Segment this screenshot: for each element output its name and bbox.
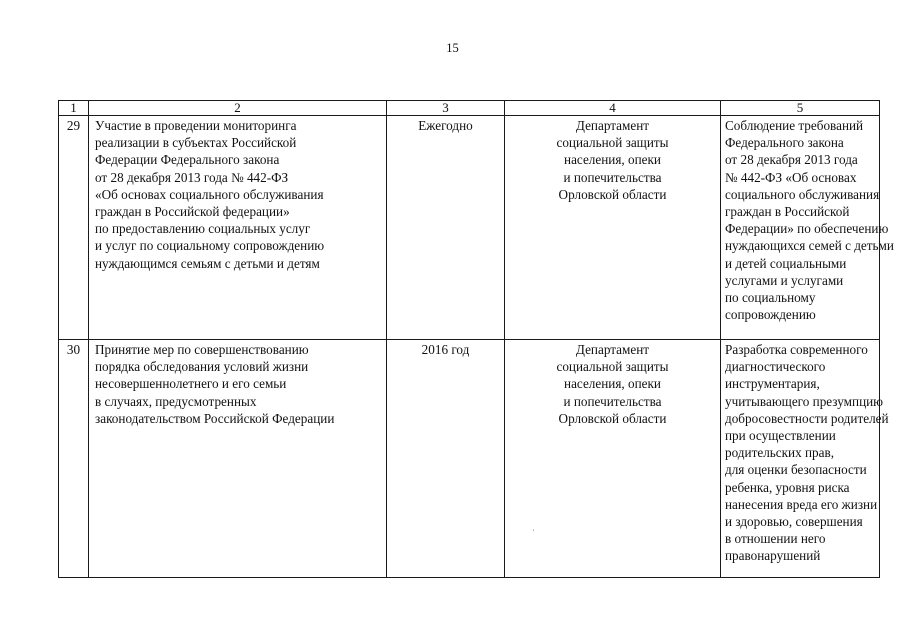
text-line: для оценки безопасности [725, 462, 867, 478]
text-line: Федерального закона [725, 135, 844, 151]
text-line: социальной защиты [556, 359, 669, 375]
text-line: Департамент [575, 118, 650, 133]
expected-result [721, 340, 889, 578]
text-line: родительских прав, [725, 445, 835, 461]
row-number: 29 [59, 116, 89, 340]
text-line: инструментария, [725, 376, 820, 392]
text-line: Участие в проведении мониторинга [95, 118, 297, 133]
text-line: и детей социальными [725, 255, 847, 271]
text-line: при осуществлении [725, 428, 836, 444]
scan-artifact-mark: ˌ [532, 521, 535, 531]
text-line: Разработка современного [725, 342, 868, 357]
text-line: нуждающихся семей с детьми [725, 238, 894, 254]
header-col-5: 5 [721, 101, 880, 116]
text-line: граждан в Российской [725, 204, 850, 220]
text-line: социальной защиты [556, 135, 669, 151]
expected-result [721, 116, 894, 340]
execution-term: 2016 год [387, 340, 505, 578]
text-line: в отношении него [725, 531, 826, 547]
text-line: и услуг по социальному сопровождению [95, 238, 325, 254]
text-line: Орловской области [558, 186, 667, 202]
text-line: № 442-ФЗ «Об основах [725, 169, 857, 185]
page-number: 15 [446, 41, 459, 55]
measure-description [89, 116, 387, 340]
measure-description [89, 340, 387, 578]
text-line: Орловской области [558, 410, 667, 426]
text-line: порядка обследования условий жизни [95, 359, 309, 375]
header-col-4: 4 [505, 101, 721, 116]
text-line: Департамент [575, 342, 650, 357]
header-col-3: 3 [387, 101, 505, 116]
text-line: диагностического [725, 359, 826, 375]
text-line: несовершеннолетнего и его семьи [95, 376, 287, 392]
text-line: сопровождению [725, 307, 816, 323]
text-line: добросовестности родителей [725, 410, 889, 426]
text-line: Соблюдение требований [725, 118, 864, 133]
text-line: от 28 декабря 2013 года [725, 152, 858, 168]
text-line: нанесения вреда его жизни [725, 496, 878, 512]
execution-term: Ежегодно [387, 116, 505, 340]
text-line: законодательством Российской Федерации [95, 410, 335, 426]
text-line: правонарушений [725, 548, 821, 564]
header-col-2: 2 [89, 101, 387, 116]
text-line: Федерации Федерального закона [95, 152, 280, 168]
text-line: услугами и услугами [725, 272, 844, 288]
text-line: Принятие мер по совершенствованию [95, 342, 309, 357]
text-line: от 28 декабря 2013 года № 442-ФЗ [95, 169, 289, 185]
text-line: учитывающего презумпцию [725, 393, 884, 409]
text-line: ребенка, уровня риска [725, 479, 850, 495]
text-line: реализации в субъектах Российской [95, 135, 297, 151]
text-line: Федерации» по обеспечению [725, 221, 889, 237]
header-col-1: 1 [59, 101, 89, 116]
text-line: по социальному [725, 290, 816, 306]
text-line: социального обслуживания [725, 186, 880, 202]
text-line: в случаях, предусмотренных [95, 393, 257, 409]
text-line: по предоставлению социальных услуг [95, 221, 311, 237]
text-line: и попечительства [563, 169, 662, 185]
row-number: 30 [59, 340, 89, 578]
executor [505, 340, 721, 578]
text-line: нуждающимся семьям с детьми и детям [95, 255, 320, 271]
plan-table [58, 100, 894, 578]
text-line: и здоровью, совершения [725, 514, 863, 530]
executor [505, 116, 721, 340]
table-row [59, 116, 880, 340]
text-line: населения, опеки [564, 152, 661, 168]
header-row [59, 101, 880, 116]
table-row [59, 340, 880, 578]
text-line: граждан в Российской федерации» [95, 204, 290, 220]
text-line: населения, опеки [564, 376, 661, 392]
text-line: «Об основах социального обслуживания [95, 186, 324, 202]
text-line: и попечительства [563, 393, 662, 409]
